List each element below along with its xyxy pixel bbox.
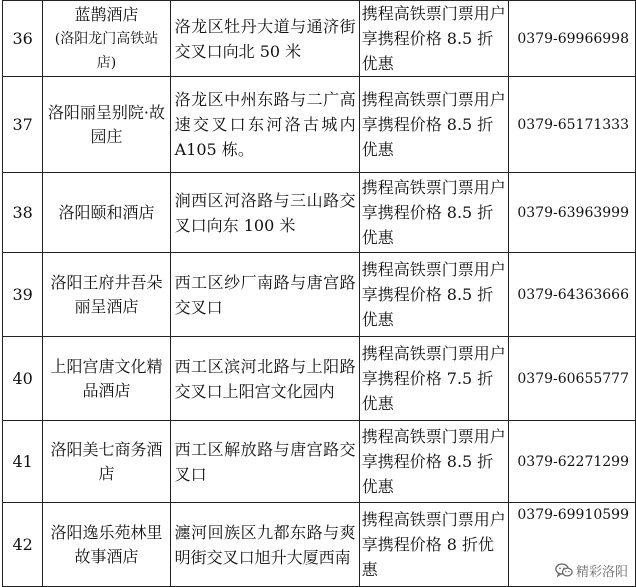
phone-number: 0379-65171333 (509, 77, 636, 173)
hotel-name: 洛阳王府井吾朵丽呈酒店 (43, 253, 170, 337)
discount-text: 携程高铁票门票用户享携程价格 8 折优惠 (359, 503, 509, 587)
table-row (3, 337, 636, 421)
row-number: 39 (3, 253, 43, 337)
hotel-name: 洛阳丽呈别院·故园庄 (43, 77, 170, 173)
hotel-name: 上阳宫唐文化精品酒店 (43, 337, 170, 421)
table-row (3, 503, 636, 587)
hotel-name: 蓝鹊酒店 (74, 4, 139, 24)
table-row (3, 1, 636, 77)
hotel-branch: (洛阳龙门高铁站店) (54, 30, 159, 71)
watermark (553, 560, 630, 581)
table-body (3, 1, 636, 587)
discount-text: 携程高铁票门票用户享携程价格 8.5 折优惠 (359, 253, 509, 337)
hotel-name: 洛阳颐和酒店 (43, 173, 170, 253)
discount-text: 携程高铁票门票用户享携程价格 8.5 折优惠 (359, 173, 509, 253)
phone-number: 0379-64363666 (509, 253, 636, 337)
phone-number: 0379-63963999 (509, 173, 636, 253)
table-row (3, 77, 636, 173)
hotel-address: 西工区纱厂南路与唐宫路交叉口 (170, 253, 359, 337)
row-number: 41 (3, 421, 43, 503)
row-number: 36 (3, 1, 43, 77)
discount-text: 携程高铁票门票用户享携程价格 8.5 折优惠 (359, 1, 509, 77)
phone-number: 0379-60655777 (509, 337, 636, 421)
hotel-address: 西工区解放路与唐宫路交叉口 (170, 421, 359, 503)
phone-number: 0379-69910599 (509, 503, 636, 587)
hotel-address: 洛龙区牡丹大道与通济街交叉口向北 50 米 (170, 1, 359, 77)
watermark-text: 精彩洛阳 (575, 565, 628, 580)
row-number: 40 (3, 337, 43, 421)
table-row (3, 253, 636, 337)
hotel-address: 涧西区河洛路与三山路交叉口向东 100 米 (170, 173, 359, 253)
row-number: 38 (3, 173, 43, 253)
phone-number: 0379-69966998 (509, 1, 636, 77)
row-number: 37 (3, 77, 43, 173)
hotel-address: 洛龙区中州东路与二广高速交叉口东河洛古城内 A105 栋。 (170, 77, 359, 173)
row-number: 42 (3, 503, 43, 587)
hotel-name: 洛阳美七商务酒店 (43, 421, 170, 503)
hotel-address: 瀍河回族区九都东路与爽明街交叉口旭升大厦西南 (170, 503, 359, 587)
phone-number: 0379-62271299 (509, 421, 636, 503)
hotel-name-cell (43, 1, 170, 77)
hotel-address: 西工区滨河北路与上阳路交叉口上阳宫文化园内 (170, 337, 359, 421)
discount-text: 携程高铁票门票用户享携程价格 7.5 折优惠 (359, 337, 509, 421)
discount-text: 携程高铁票门票用户享携程价格 8.5 折优惠 (359, 77, 509, 173)
table-row (3, 421, 636, 503)
hotel-discount-table (2, 0, 636, 587)
table-row (3, 173, 636, 253)
discount-text: 携程高铁票门票用户享携程价格 8.5 折优惠 (359, 421, 509, 503)
hotel-name: 洛阳逸乐苑林里故事酒店 (43, 503, 170, 587)
wechat-icon (555, 563, 573, 578)
